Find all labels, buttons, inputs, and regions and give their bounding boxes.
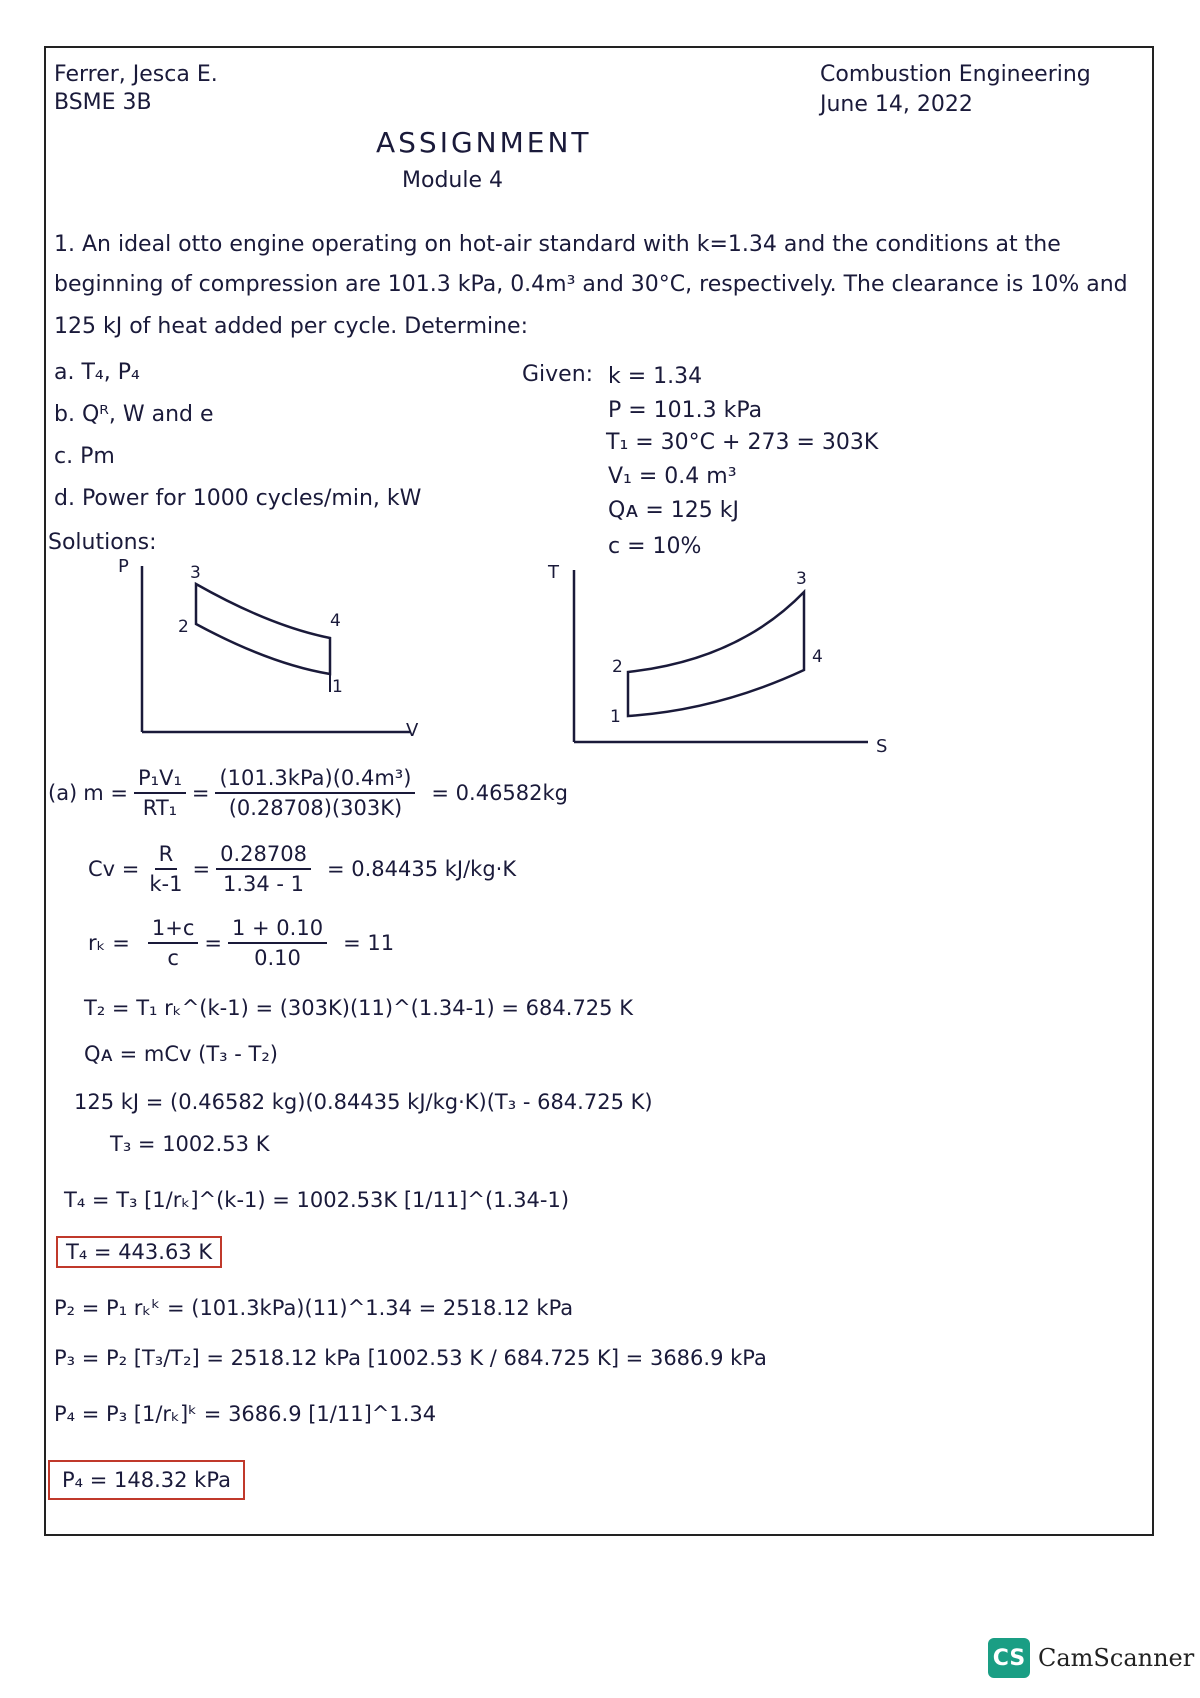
pv-label-1: 1 <box>332 677 343 697</box>
m-num-1: P₁V₁ <box>134 766 186 794</box>
m-result: = 0.46582kg <box>431 781 569 805</box>
given-t1: T₁ = 30°C + 273 = 303K <box>606 430 879 455</box>
pv-cycle-path <box>196 584 330 674</box>
answer-p4: P₄ = 148.32 kPa <box>48 1460 245 1500</box>
cv-result: = 0.84435 kJ/kg·K <box>326 857 517 881</box>
given-qa: Qᴀ = 125 kJ <box>608 498 739 523</box>
pv-x-label: V <box>406 720 419 741</box>
ts-diagram <box>538 560 898 760</box>
eq-qa-substituted: 125 kJ = (0.46582 kg)(0.84435 kJ/kg·K)(T₃ - 684.725 K) <box>74 1090 653 1114</box>
ts-label-1: 1 <box>610 707 621 727</box>
problem-line-1: 1. An ideal otto engine operating on hot-air standard with k=1.34 and the conditions at the <box>54 232 1061 257</box>
given-v1: V₁ = 0.4 m³ <box>608 464 737 489</box>
m-den-1: RT₁ <box>142 796 178 820</box>
module-label: Module 4 <box>402 168 503 193</box>
eq-t4: T₄ = T₃ [1/rₖ]^(k-1) = 1002.53K [1/11]^(1.34-1) <box>64 1188 570 1212</box>
ts-y-label: T <box>548 562 559 583</box>
given-k: k = 1.34 <box>608 364 703 389</box>
eq-p3: P₃ = P₂ [T₃/T₂] = 2518.12 kPa [1002.53 K / 684.725 K] = 3686.9 kPa <box>54 1346 767 1370</box>
question-d: d. Power for 1000 cycles/min, kW <box>54 486 422 511</box>
ts-cycle-path <box>628 592 804 716</box>
solutions-label: Solutions: <box>48 530 157 555</box>
cv-num-1: R <box>155 842 178 870</box>
eq-qa: Qᴀ = mCv (T₃ - T₂) <box>84 1042 278 1066</box>
cv-num-2: 0.28708 <box>216 842 311 870</box>
ts-label-3: 3 <box>796 569 807 589</box>
problem-line-3: 125 kJ of heat added per cycle. Determine: <box>54 314 528 339</box>
eq-mass: (a) m = $\frac{\text{P₁V₁}}{\text{RT₁}}$ = $\frac{\text{(101.3kPa)(0.4m³)}}{(0.28708)(303K)}$ = 0.46582kg <box>48 766 569 820</box>
eq-cv: Cv = $\frac{R}{k-1}$ = $\frac{0.28708}{1.34 - 1}$ = 0.84435 kJ/kg·K <box>88 842 517 896</box>
rk-fraction-2 <box>228 916 327 970</box>
question-a: a. T₄, P₄ <box>54 360 140 385</box>
camscanner-logo: CS <box>988 1638 1030 1678</box>
pv-y-label: P <box>118 556 129 577</box>
given-label: Given: <box>522 362 594 387</box>
rk-den-2: 0.10 <box>254 946 301 970</box>
course-name: Combustion Engineering <box>820 62 1091 87</box>
rk-lhs: rₖ = <box>88 931 130 955</box>
eq-t3: T₃ = 1002.53 K <box>110 1132 270 1156</box>
given-c: c = 10% <box>608 534 702 559</box>
cv-fraction-1 <box>145 842 186 896</box>
eq-t2: T₂ = T₁ rₖ^(k-1) = (303K)(11)^(1.34-1) = 684.725 K <box>84 996 633 1020</box>
student-name: Ferrer, Jesca E. <box>54 62 218 87</box>
rk-den-1: c <box>167 946 179 970</box>
cv-den-1: k-1 <box>149 872 183 896</box>
section: BSME 3B <box>54 90 152 115</box>
eq-rk: rₖ = $\frac{1+c}{c}$ = $\frac{1 + 0.10}{0.10}$ = 11 <box>88 916 395 970</box>
ts-label-4: 4 <box>812 647 823 667</box>
camscanner-text: CamScanner <box>1038 1644 1195 1672</box>
cv-lhs: Cv = <box>88 857 140 881</box>
given-p: P = 101.3 kPa <box>608 398 763 423</box>
m-fraction-1 <box>134 766 186 820</box>
pv-label-4: 4 <box>330 611 341 631</box>
rk-num-2: 1 + 0.10 <box>228 916 327 944</box>
part-a-label: (a) <box>48 781 78 805</box>
m-lhs: m = <box>83 781 128 805</box>
problem-line-2: beginning of compression are 101.3 kPa, 0.4m³ and 30°C, respectively. The clearance is 10% and <box>54 272 1128 297</box>
page-title: ASSIGNMENT <box>376 126 592 159</box>
date: June 14, 2022 <box>820 92 973 117</box>
cv-fraction-2 <box>216 842 311 896</box>
pv-label-2: 2 <box>178 617 189 637</box>
rk-num-1: 1+c <box>148 916 199 944</box>
ts-label-2: 2 <box>612 657 623 677</box>
eq-p4: P₄ = P₃ [1/rₖ]ᵏ = 3686.9 [1/11]^1.34 <box>54 1402 437 1426</box>
question-c: c. Pm <box>54 444 115 469</box>
pv-diagram <box>110 556 430 746</box>
eq-p2: P₂ = P₁ rₖᵏ = (101.3kPa)(11)^1.34 = 2518.12 kPa <box>54 1296 574 1320</box>
rk-result: = 11 <box>343 931 395 955</box>
answer-t4: T₄ = 443.63 K <box>56 1236 222 1268</box>
rk-fraction-1 <box>148 916 199 970</box>
m-den-2: (0.28708)(303K) <box>228 796 403 820</box>
m-num-2: (101.3kPa)(0.4m³) <box>215 766 415 794</box>
cv-den-2: 1.34 - 1 <box>222 872 305 896</box>
pv-label-3: 3 <box>190 563 201 583</box>
question-b: b. Qᴿ, W and e <box>54 402 214 427</box>
m-fraction-2 <box>215 766 415 820</box>
ts-x-label: S <box>876 736 888 757</box>
